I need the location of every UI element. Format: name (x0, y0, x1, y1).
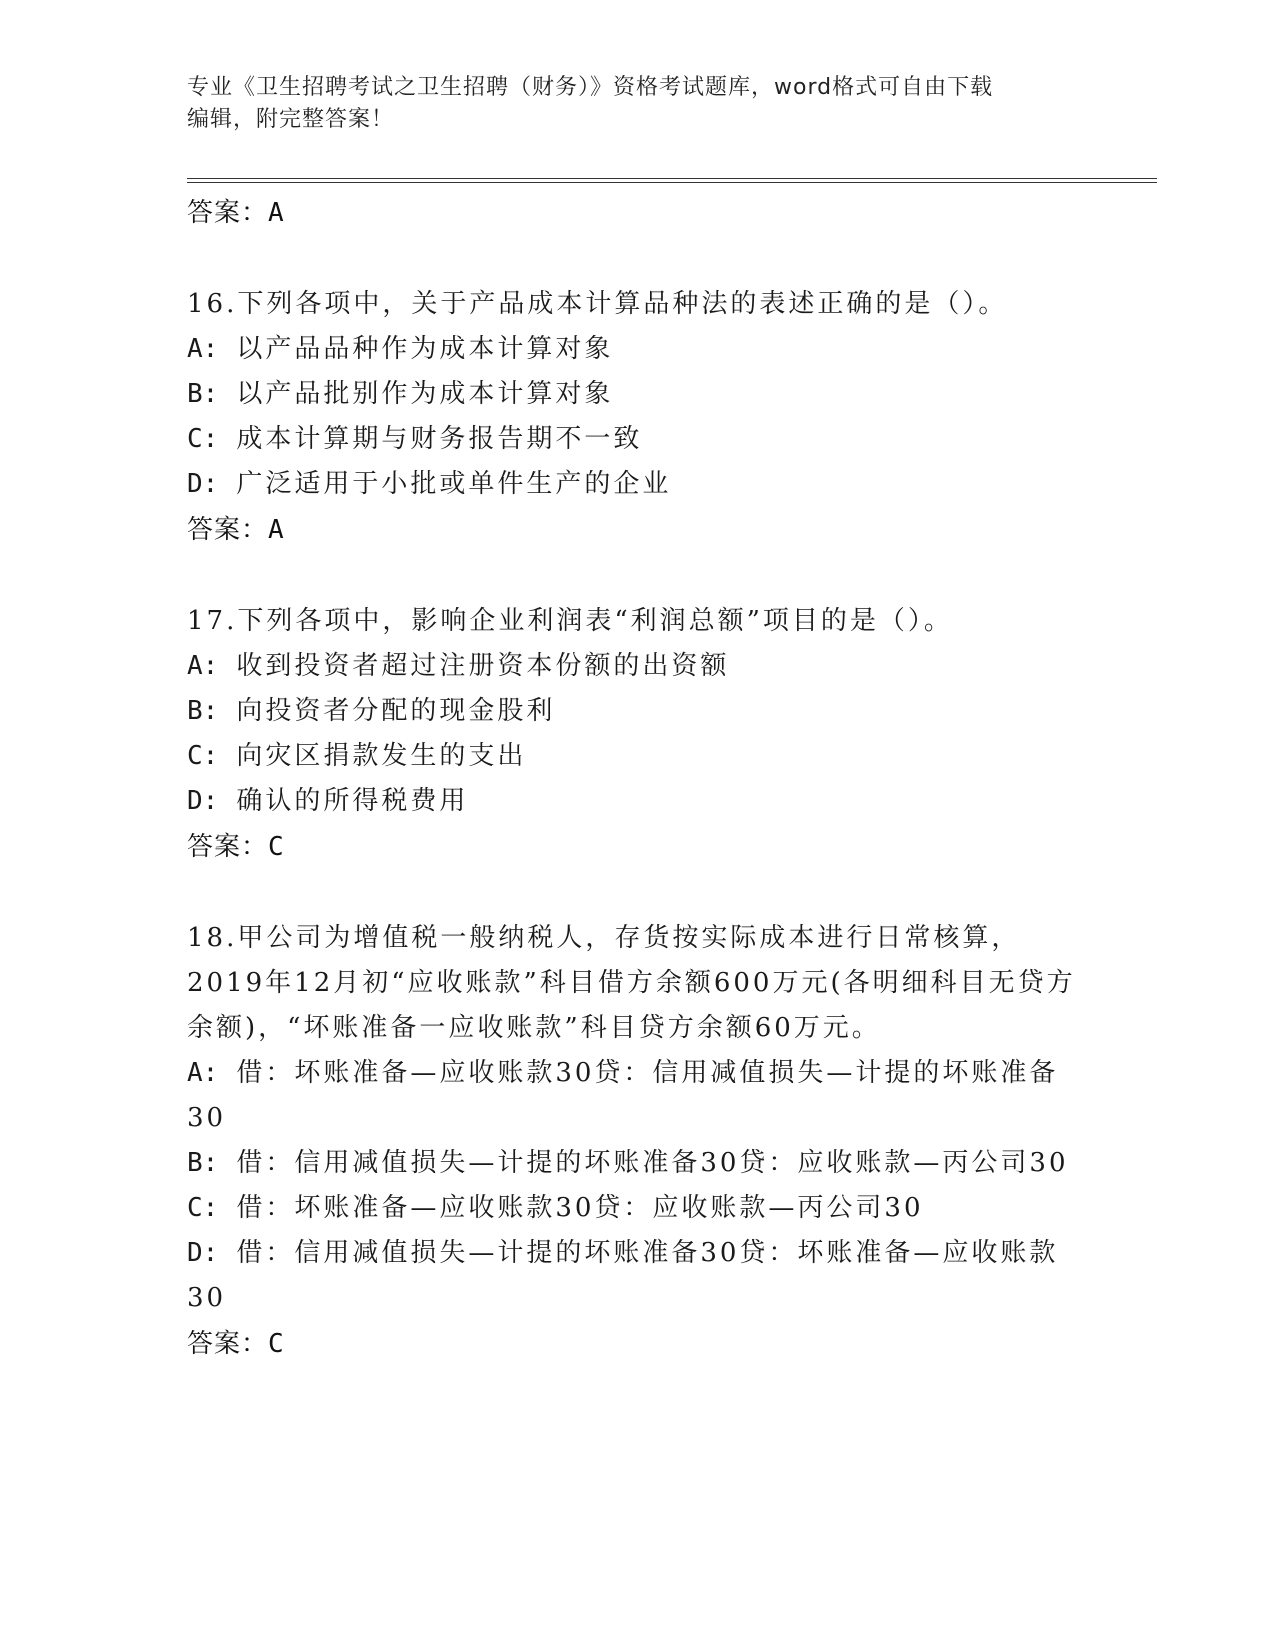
option-key: A: (187, 1058, 219, 1088)
answer-value: C (268, 832, 285, 862)
option-text: 向投资者分配的现金股利 (236, 696, 556, 726)
question-17 (187, 599, 1087, 870)
option-a (187, 1051, 1087, 1141)
option-d (187, 779, 1087, 824)
option-key: C: (187, 741, 219, 771)
page-header (187, 72, 1087, 136)
option-text: 广泛适用于小批或单件生产的企业 (236, 469, 672, 499)
option-key: C: (187, 1193, 219, 1223)
option-c (187, 734, 1087, 779)
question-stem: 17.下列各项中，影响企业利润表“利润总额”项目的是（）。 (187, 606, 953, 636)
answer-line (187, 1321, 1087, 1367)
option-text: 以产品批别作为成本计算对象 (236, 379, 614, 409)
option-b (187, 372, 1087, 417)
option-key: C: (187, 424, 219, 454)
option-text: 以产品品种作为成本计算对象 (236, 334, 614, 364)
option-text: 确认的所得税费用 (236, 786, 469, 816)
answer-value: C (268, 1329, 285, 1359)
option-text: 借：坏账准备—应收账款30贷：应收账款—丙公司30 (236, 1193, 924, 1223)
answer-value: A (268, 515, 285, 545)
option-d (187, 462, 1087, 507)
option-c (187, 1186, 1087, 1231)
option-key: D: (187, 786, 219, 816)
answer-value: A (268, 198, 285, 228)
header-line-2: 编辑，附完整答案！ (187, 107, 395, 132)
option-c (187, 417, 1087, 462)
option-key: A: (187, 651, 219, 681)
option-key: B: (187, 379, 219, 409)
option-text: 收到投资者超过注册资本份额的出资额 (236, 651, 730, 681)
option-d (187, 1231, 1087, 1321)
option-b (187, 1141, 1087, 1186)
option-key: D: (187, 469, 219, 499)
answer-label: 答案： (187, 198, 269, 228)
option-b (187, 689, 1087, 734)
answer-label: 答案： (187, 1329, 269, 1359)
question-18 (187, 916, 1087, 1367)
option-text: 借：信用减值损失—计提的坏账准备30贷：坏账准备—应收账款30 (187, 1238, 1059, 1313)
option-text: 借：坏账准备—应收账款30贷：信用减值损失—计提的坏账准备30 (187, 1058, 1059, 1133)
header-line-1: 专业《卫生招聘考试之卫生招聘（财务）》资格考试题库，word格式可自由下载 (187, 75, 994, 100)
option-key: B: (187, 696, 219, 726)
option-text: 向灾区捐款发生的支出 (236, 741, 527, 771)
question-stem: 18.甲公司为增值税一般纳税人，存货按实际成本进行日常核算，2019年12月初“应收账款”科目借方余额600万元(各明细科目无贷方余额)，“坏账准备一应收账款”科目贷方余额60万元。 (187, 923, 1076, 1043)
option-text: 借：信用减值损失—计提的坏账准备30贷：应收账款—丙公司30 (236, 1148, 1069, 1178)
answer-line (187, 190, 1087, 236)
question-16 (187, 282, 1087, 553)
option-key: A: (187, 334, 219, 364)
option-a (187, 327, 1087, 372)
option-a (187, 644, 1087, 689)
answer-label: 答案： (187, 832, 269, 862)
answer-label: 答案： (187, 515, 269, 545)
option-key: D: (187, 1238, 219, 1268)
option-key: B: (187, 1148, 219, 1178)
answer-line (187, 507, 1087, 553)
header-divider (187, 178, 1157, 183)
document-body (187, 190, 1087, 1367)
option-text: 成本计算期与财务报告期不一致 (236, 424, 643, 454)
question-stem: 16.下列各项中，关于产品成本计算品种法的表述正确的是（）。 (187, 289, 1008, 319)
answer-line (187, 824, 1087, 870)
